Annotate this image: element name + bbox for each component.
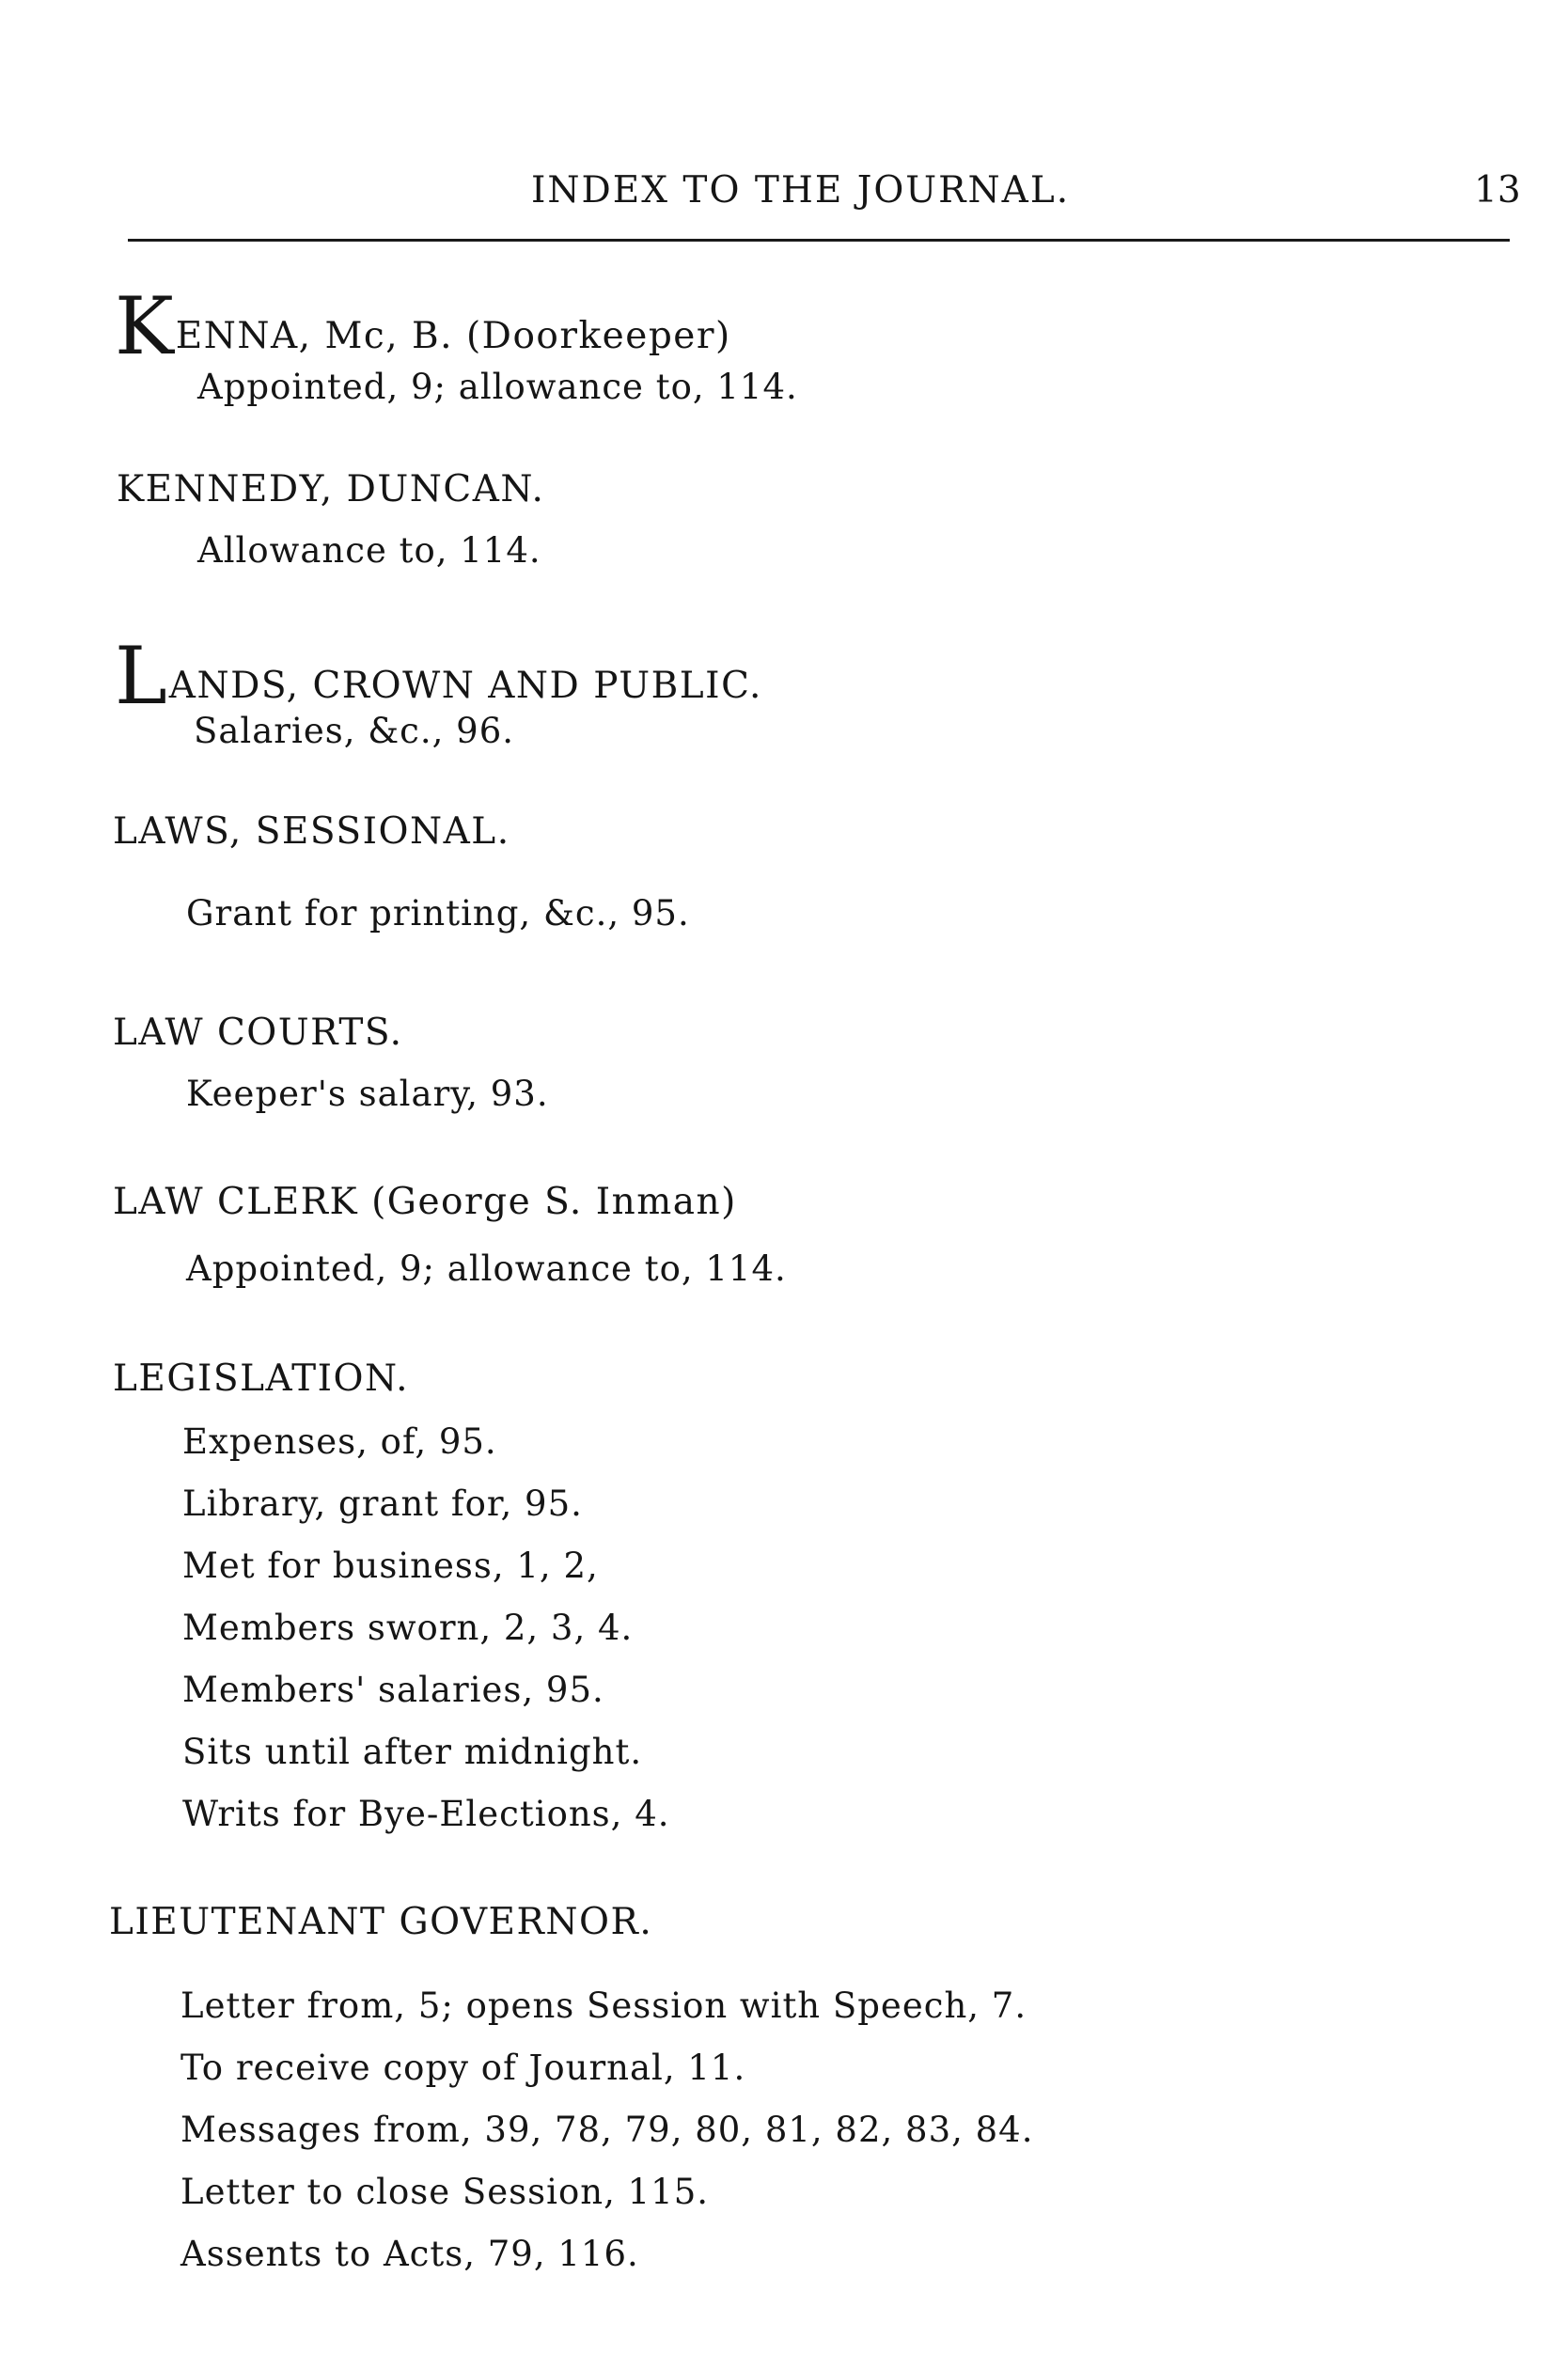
entry-item: Assents to Acts, 79, 116. — [180, 2234, 639, 2274]
entry-item: Letter to close Session, 115. — [180, 2172, 709, 2212]
entry-heading — [115, 630, 762, 722]
entry-item: To receive copy of Journal, 11. — [180, 2048, 746, 2088]
entry-item: Members' salaries, 95. — [182, 1670, 604, 1710]
entry-heading-text: ANDS, CROWN AND PUBLIC. — [168, 665, 762, 707]
entry-heading: LAWS, SESSIONAL. — [113, 810, 510, 853]
entry-item: Appointed, 9; allowance to, 114. — [186, 1248, 787, 1289]
running-head: INDEX TO THE JOURNAL. — [531, 169, 1071, 212]
entry-heading: LEGISLATION. — [113, 1358, 409, 1400]
entry-heading: KENNEDY, DUNCAN. — [117, 468, 545, 510]
entry-heading: LAW CLERK (George S. Inman) — [113, 1181, 737, 1223]
entry-item: Writs for Bye-Elections, 4. — [182, 1794, 670, 1834]
header-rule — [128, 239, 1510, 242]
entry-heading: LIEUTENANT GOVERNOR. — [109, 1901, 653, 1943]
entry-item: Keeper's salary, 93. — [186, 1074, 549, 1114]
drop-cap: K — [115, 280, 174, 372]
entry-item: Expenses, of, 95. — [182, 1421, 497, 1462]
entry-item: Messages from, 39, 78, 79, 80, 81, 82, 83, 84. — [180, 2110, 1034, 2150]
entry-heading: LAW COURTS. — [113, 1012, 403, 1054]
entry-item: Salaries, &c., 96. — [194, 711, 515, 751]
entry-item: Members sworn, 2, 3, 4. — [182, 1608, 634, 1648]
entry-item: Sits until after midnight. — [182, 1732, 643, 1772]
entry-item: Met for business, 1, 2, — [182, 1546, 599, 1586]
entry-item: Library, grant for, 95. — [182, 1483, 583, 1524]
entry-item: Appointed, 9; allowance to, 114. — [197, 367, 798, 407]
entry-heading-text: ENNA, Mc, B. (Doorkeeper) — [175, 315, 731, 357]
entry-item: Letter from, 5; opens Session with Speech, 7. — [180, 1985, 1027, 2026]
entry-item: Grant for printing, &c., 95. — [186, 893, 690, 934]
entry-heading — [115, 280, 731, 372]
entry-item: Allowance to, 114. — [197, 530, 541, 571]
page-number: 13 — [1474, 169, 1521, 212]
drop-cap: L — [115, 630, 167, 722]
